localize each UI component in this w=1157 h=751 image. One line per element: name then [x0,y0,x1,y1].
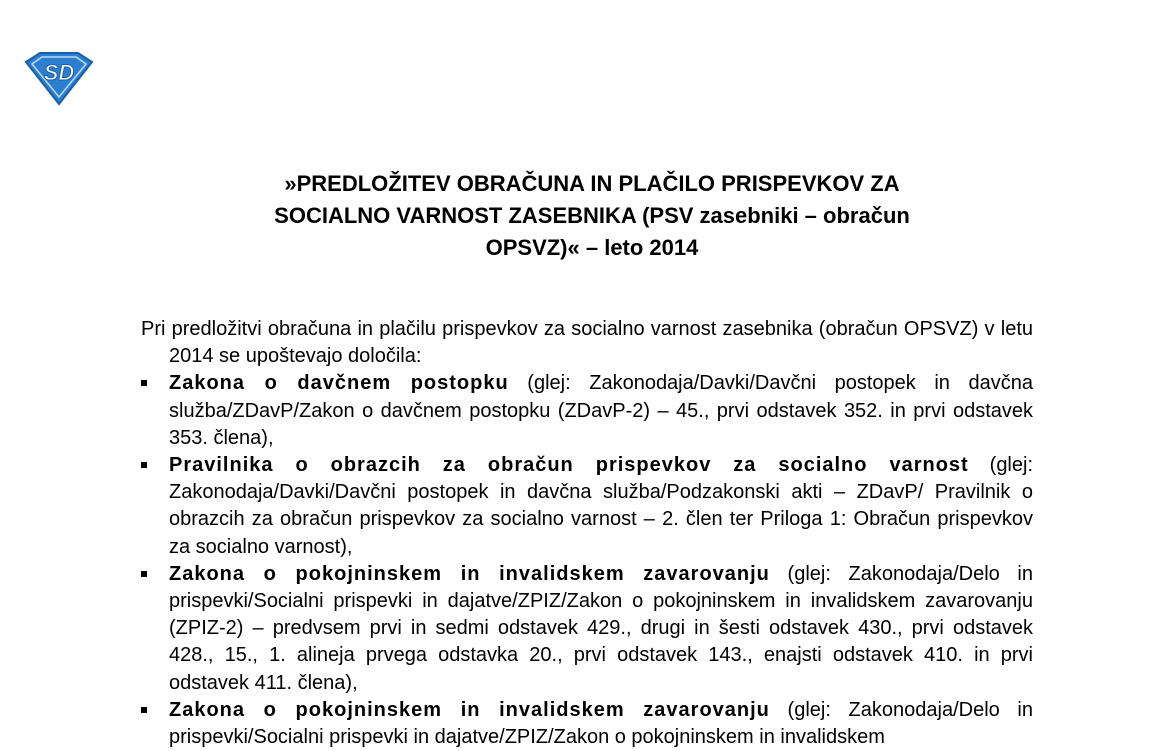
law-name: Pravilnika o obrazcih za obračun prispevkov za socialno varnost [169,454,969,477]
square-bullet-icon [141,707,147,713]
law-reference: (glej: Zakonodaja/Davki/Davčni postopek in davčna služba/ZDavP/Zakon o davčnem postopku (ZDavP-2) – 45., prvi odstavek 352. in prvi odstavek 353. člena), [169,372,1033,449]
law-name: Zakona o davčnem postopku [169,372,509,395]
square-bullet-icon [141,380,147,386]
title-line-3: OPSVZ)« – leto 2014 [485,235,699,260]
document-title [150,168,1034,264]
legal-references-list [141,370,1033,751]
svg-text:SD: SD [43,60,75,85]
document-body [141,316,1033,751]
law-reference: (glej: Zakonodaja/Delo in prispevki/Socialni prispevki in dajatve/ZPIZ/Zakon o pokojninskem in invalidskem [169,698,1033,749]
law-reference: (glej: Zakonodaja/Davki/Davčni postopek in davčna služba/Podzakonski akti – ZDavP/ Pravilnik o obrazcih za obračun prispevkov za socialno varnost – 2. člen ter Priloga 1: Obračun prispevkov za socialno varnost), [169,454,1034,558]
title-line-2: SOCIALNO VARNOST ZASEBNIKA (PSV zasebniki – obračun [274,203,910,228]
title-line-1: »PREDLOŽITEV OBRAČUNA IN PLAČILO PRISPEVKOV ZA [284,171,900,196]
intro-paragraph: Pri predložitvi obračuna in plačilu prispevkov za socialno varnost zasebnika (obračun OPSVZ) v letu 2014 se upoštevajo določila: [141,318,1033,368]
law-name: Zakona o pokojninskem in invalidskem zavarovanju [169,698,770,721]
law-reference: (glej: Zakonodaja/Delo in prispevki/Socialni prispevki in dajatve/ZPIZ/Zakon o pokojninskem in invalidskem zavarovanju (ZPIZ-2) – predvsem prvi in sedmi odstavek 429., drugi in šesti odstavek 430., prvi odstavek 428., 15., 1. alineja prvega odstavka 20., prvi odstavek 143., enajsti odstavek 410. in prvi odstavek 411. člena), [169,562,1033,694]
square-bullet-icon [141,571,147,577]
list-item [141,370,1033,452]
list-item [141,561,1033,697]
company-logo [22,50,96,106]
logo-shield-icon [22,50,96,106]
square-bullet-icon [141,462,147,468]
list-item [141,452,1033,561]
law-name: Zakona o pokojninskem in invalidskem zavarovanju [169,562,770,585]
